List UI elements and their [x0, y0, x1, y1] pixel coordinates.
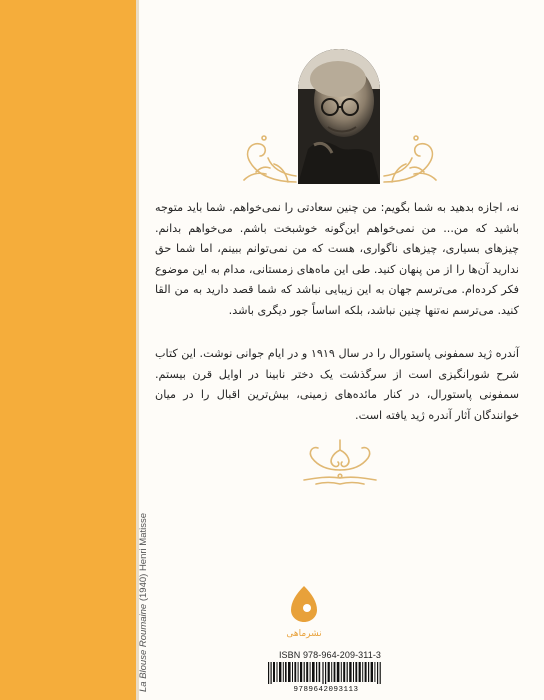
isbn: ISBN 978-964-209-311-3 [278, 650, 382, 660]
painting-credit [138, 462, 152, 692]
ornament-left [236, 132, 300, 186]
ornament-right [380, 132, 444, 186]
painting-title: La Blouse Roumaine [138, 603, 149, 692]
ornament-bottom [298, 436, 382, 488]
author-photo [298, 49, 380, 184]
orange-side-strip [0, 0, 136, 700]
description-paragraph: آندره ژید سمفونی پاستورال را در سال ۱۹۱۹ و در ایام جوانی نوشت. این کتاب شرح شورانگیزی است از سرگذشت یک دختر نابینا در اوایل قرن بیستم. سمفونی پاستورال، در کنار مائده‌های زمینی، بیش‌ترین اقبال را در میان خوانندگان آثار آندره ژید یافته است. [155, 347, 520, 422]
quote-paragraph: نه، اجازه بدهید به شما بگویم: من چنین سعادتی را نمی‌خواهم. شما باید متوجه باشید که من... من نمی‌خواهم این‌گونه خوشبخت باشم. می‌خواهم بدانم. چیزهای بسیاری، چیزهای ناگواری، هست که من نمی‌توانم ببینم، اما شما حق ندارید آن‌ها را از من پنهان کنید. طی این ماه‌های زمستانی، مدام به این موضوع فکر کرده‌ام. می‌ترسم جهان به این زیبایی نباشد که شما قصد دارید به من القا کنید. می‌ترسم نه‌تنها چنین نباشد، بلکه اساساً جور دیگری باشد. [155, 201, 519, 317]
barcode [264, 662, 388, 692]
barcode-number: 9789642093113 [293, 686, 359, 692]
publisher-logo-text: نشرماهی [286, 629, 322, 639]
publisher-logo-icon [283, 584, 325, 640]
painting-artist: (1940) Henri Matisse [138, 512, 149, 604]
